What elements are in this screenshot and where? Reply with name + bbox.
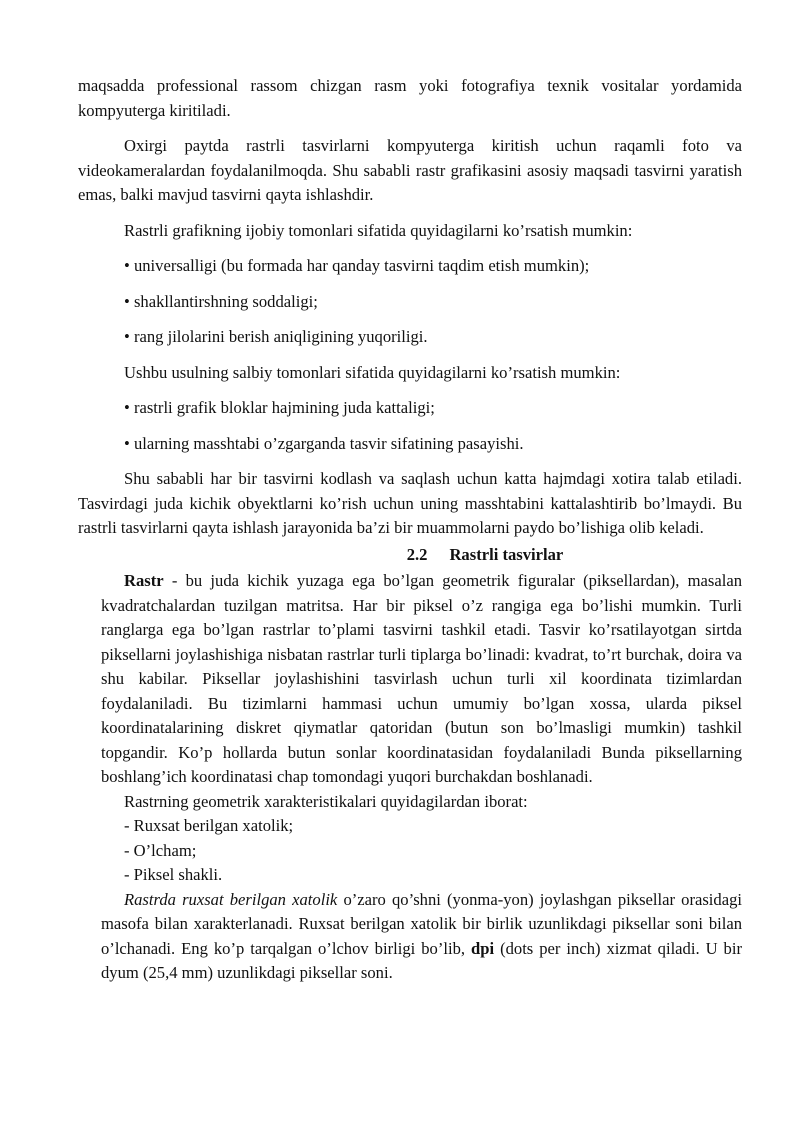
paragraph-intro: maqsadda professional rassom chizgan rasm yoki fotografiya texnik vositalar yordamida kompyuterga kiritiladi. [78,76,742,120]
paragraph-memory: Shu sababli har bir tasvirni kodlash va saqlash uchun katta hajmdagi xotira talab etiladi. Tasvirdagi juda kichik obyektlarni ko’rish uchun uning masshtabini kattalashtirib bo’lmaydi. Bu rastrli tasvirlarni qayta ishlash jarayonida ba’zi bir muammolarni paydo bo’lishiga olib keladi. [78,469,742,537]
section-title: Rastrli tasvirlar [449,544,564,564]
cons-item: • rastrli grafik bloklar hajmining juda kattaligi; [124,398,435,417]
cons-intro: Ushbu usulning salbiy tomonlari sifatida quyidagilarni ko’rsatish mumkin: [124,362,621,382]
paragraph-camera: Oxirgi paytda rastrli tasvirlarni kompyuterga kiritish uchun raqamli foto va videokameralardan foydalanilmoqda. Shu sababli rastr grafikasini asosiy maqsadi tasvirni yaratish emas, balki mavjud tasvirni qayta ishlashdir. [78,136,742,204]
cons-item: • ularning masshtabi o’zgarganda tasvir sifatining pasayishi. [124,433,524,453]
geom-intro: Rastrning geometrik xarakteristikalari quyidagilardan iborat: [124,791,528,811]
term-dpi: dpi [471,938,495,958]
section-heading [78,543,742,568]
paragraph-raster-definition: Rastr - bu juda kichik yuzaga ega bo’lgan geometrik figuralar (piksellardan), masalan kvadratchalardan tuzilgan matritsa. Har bir piksel o’z rangiga ega bo’lishi mumkin. Turli ranglarga ega bo’lgan rastrlar to’plami tasvirni tashkil etadi. Tasvir ko’rsatilayotgan sirtda piksellarni joylashishiga nisbatan rastrlar turli tiplarga bo’linadi: kvadrat, to’rt burchak, doira va shu kabilar. Piksellar joylashishini tasvirlash uchun turli xil koordinata tizimlardan foydalaniladi. Bu tizimlarni hammasi uchun umumiy bo’lgan xossa, ularda piksel koordinatalarining diskret qiymatlar qatoridan (butun son bo’lmasligi mumkin) tashkil topgandir. Ko’p hollarda butun sonlar koordinatasidan foydalaniladi Bunda piksellarning boshlang’ich koordinatasi chap tomondagi yuqori burchakdan boshlanadi. [101,571,742,786]
geom-item: - Ruxsat berilgan xatolik; [124,816,294,835]
section-number: 2.2 [406,544,428,564]
geom-item: - O’lcham; [124,840,197,860]
pros-intro: Rastrli grafikning ijobiy tomonlari sifatida quyidagilarni ko’rsatish mumkin: [124,220,633,240]
paragraph-resolution: Rastrda ruxsat berilgan xatolik o’zaro qo’shni (yonma-yon) joylashgan piksellar orasidagi masofa bilan xarakterlanadi. Ruxsat berilgan xatolik bir birlik uzunlikdagi piksellar soni bilan o’lchanadi. Eng ko’p tarqalgan o’lchov birligi bo’lib, dpi (dots per inch) xizmat qiladi. U bir dyum (25,4 mm) uzunlikdagi piksellar soni. [101,889,742,982]
term-resolution: Rastrda ruxsat berilgan xatolik [124,889,338,909]
pros-item: • universalligi (bu formada har qanday tasvirni taqdim etish mumkin); [124,256,590,275]
pros-item: • shakllantirshning soddaligi; [124,291,318,311]
pros-item: • rang jilolarini berish aniqligining yuqoriligi. [124,327,428,346]
geom-item: - Piksel shakli. [124,865,223,884]
term-rastr: Rastr [124,571,164,590]
document-page [78,74,742,986]
